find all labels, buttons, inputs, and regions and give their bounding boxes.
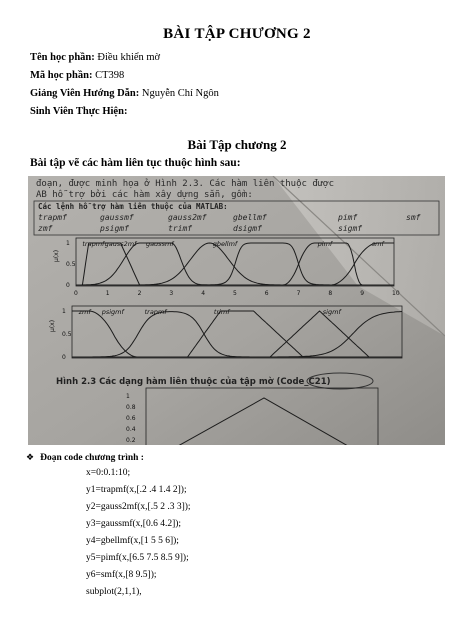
y-tick-label: 1 bbox=[66, 240, 70, 247]
code-line: y4=gbellmf(x,[1 5 5 6]); bbox=[86, 536, 179, 546]
mf-label: gaussmf bbox=[145, 240, 174, 248]
x-tick-label: 5 bbox=[233, 290, 237, 297]
mf-label: pimf bbox=[317, 240, 333, 248]
info-label: Sinh Viên Thực Hiện bbox=[30, 106, 124, 117]
info-course-code: Mã học phần: CT398 bbox=[30, 70, 125, 81]
box-command: dsigmf bbox=[233, 224, 262, 233]
x-tick-label: 2 bbox=[137, 290, 142, 297]
box-command: gauss2mf bbox=[168, 213, 207, 222]
bullet-diamond-icon: ❖ bbox=[26, 452, 35, 462]
mf-label: trapmf bbox=[144, 308, 167, 316]
y-tick-label: 1 bbox=[62, 308, 66, 315]
y-tick-label: 0.6 bbox=[126, 415, 136, 422]
box-command: sigmf bbox=[338, 224, 363, 233]
code-heading-row bbox=[26, 452, 144, 463]
code-line: y6=smf(x,[8 9.5]); bbox=[86, 570, 157, 580]
photo-header-text: AB hỗ trợ bởi các hàm xây dựng sẵn, gồm: bbox=[36, 190, 253, 200]
textbook-photo bbox=[28, 176, 445, 445]
section-title: Bài Tập chương 2 bbox=[187, 137, 287, 152]
code-line: subplot(2,1,1), bbox=[86, 587, 142, 597]
mf-label: gbellmf bbox=[212, 240, 238, 248]
info-value: Điều khiển mờ bbox=[97, 52, 161, 63]
exercise-heading: Bài tập vẽ các hàm liên tục thuộc hình sau: bbox=[30, 157, 241, 169]
code-line: y1=trapmf(x,[.2 .4 1.4 2]); bbox=[86, 485, 187, 495]
info-student: Sinh Viên Thực Hiện: bbox=[30, 106, 128, 117]
info-course-name: Tên học phần: Điều khiển mờ bbox=[30, 52, 161, 63]
x-tick-label: 0 bbox=[74, 290, 78, 297]
figure-caption: Hình 2.3 Các dạng hàm liên thuộc của tập mờ (Code_C21) bbox=[56, 377, 331, 387]
info-label: Tên học phần bbox=[30, 52, 92, 63]
box-command: zmf bbox=[38, 224, 53, 233]
box-command: psigmf bbox=[100, 224, 129, 233]
code-line: y3=gaussmf(x,[0.6 4.2]); bbox=[86, 519, 182, 529]
mf-label: smf bbox=[371, 240, 384, 248]
info-value: Nguyễn Chí Ngôn bbox=[141, 88, 219, 99]
box-command: gbellmf bbox=[233, 213, 267, 222]
box-command: trapmf bbox=[38, 213, 67, 222]
code-line: y2=gauss2mf(x,[.5 2 .3 3]); bbox=[86, 502, 191, 512]
mf-label: zmf bbox=[78, 308, 91, 316]
info-instructor: Giảng Viên Hướng Dẫn: Nguyễn Chí Ngôn bbox=[30, 88, 219, 99]
mf-label: trimf bbox=[213, 308, 230, 316]
photo-header-text: đoạn, được minh họa ở Hình 2.3. Các hàm liên thuộc được bbox=[36, 179, 335, 189]
x-tick-label: 6 bbox=[264, 290, 269, 297]
y-tick-label: 0.5 bbox=[62, 331, 72, 338]
mf-label: sigmf bbox=[322, 308, 341, 316]
code-line: y5=pimf(x,[6.5 7.5 8.5 9]); bbox=[86, 553, 189, 563]
box-command: smf bbox=[406, 213, 421, 222]
y-tick-label: 0 bbox=[66, 282, 70, 289]
y-tick-label: 1 bbox=[126, 393, 130, 400]
mf-label: trapmf bbox=[82, 240, 105, 248]
x-tick-label: 9 bbox=[360, 290, 365, 297]
y-tick-label: 0 bbox=[62, 354, 66, 361]
mf-label: gauss2mf bbox=[104, 240, 137, 248]
info-label: Mã học phần bbox=[30, 70, 89, 81]
box-command: trimf bbox=[168, 224, 193, 233]
x-tick-label: 10 bbox=[392, 290, 400, 297]
y-tick-label: 0.2 bbox=[126, 437, 136, 444]
x-tick-label: 3 bbox=[169, 290, 174, 297]
x-tick-label: 1 bbox=[105, 290, 110, 297]
x-tick-label: 4 bbox=[201, 290, 206, 297]
y-axis-label: μ(x) bbox=[49, 319, 56, 332]
info-value: CT398 bbox=[95, 70, 125, 81]
y-tick-label: 0.4 bbox=[126, 426, 136, 433]
box-command: gaussmf bbox=[100, 213, 134, 222]
textbook-photo-drawing bbox=[28, 176, 445, 445]
y-tick-label: 0.5 bbox=[66, 261, 76, 268]
x-tick-label: 7 bbox=[296, 290, 301, 297]
y-axis-label: μ(x) bbox=[53, 249, 60, 262]
code-line: x=0:0.1:10; bbox=[86, 468, 131, 478]
info-label: Giảng Viên Hướng Dẫn bbox=[30, 88, 136, 99]
photo-box-title: Các lệnh hỗ trợ hàm liên thuộc của MATLAB: bbox=[38, 202, 228, 211]
box-command: pimf bbox=[338, 213, 358, 222]
document-title: BÀI TẬP CHƯƠNG 2 bbox=[163, 26, 311, 42]
y-tick-label: 0.8 bbox=[126, 404, 136, 411]
x-tick-label: 8 bbox=[328, 290, 333, 297]
code-heading: Đoạn code chương trình : bbox=[40, 453, 144, 463]
mf-label: psigmf bbox=[101, 308, 124, 316]
